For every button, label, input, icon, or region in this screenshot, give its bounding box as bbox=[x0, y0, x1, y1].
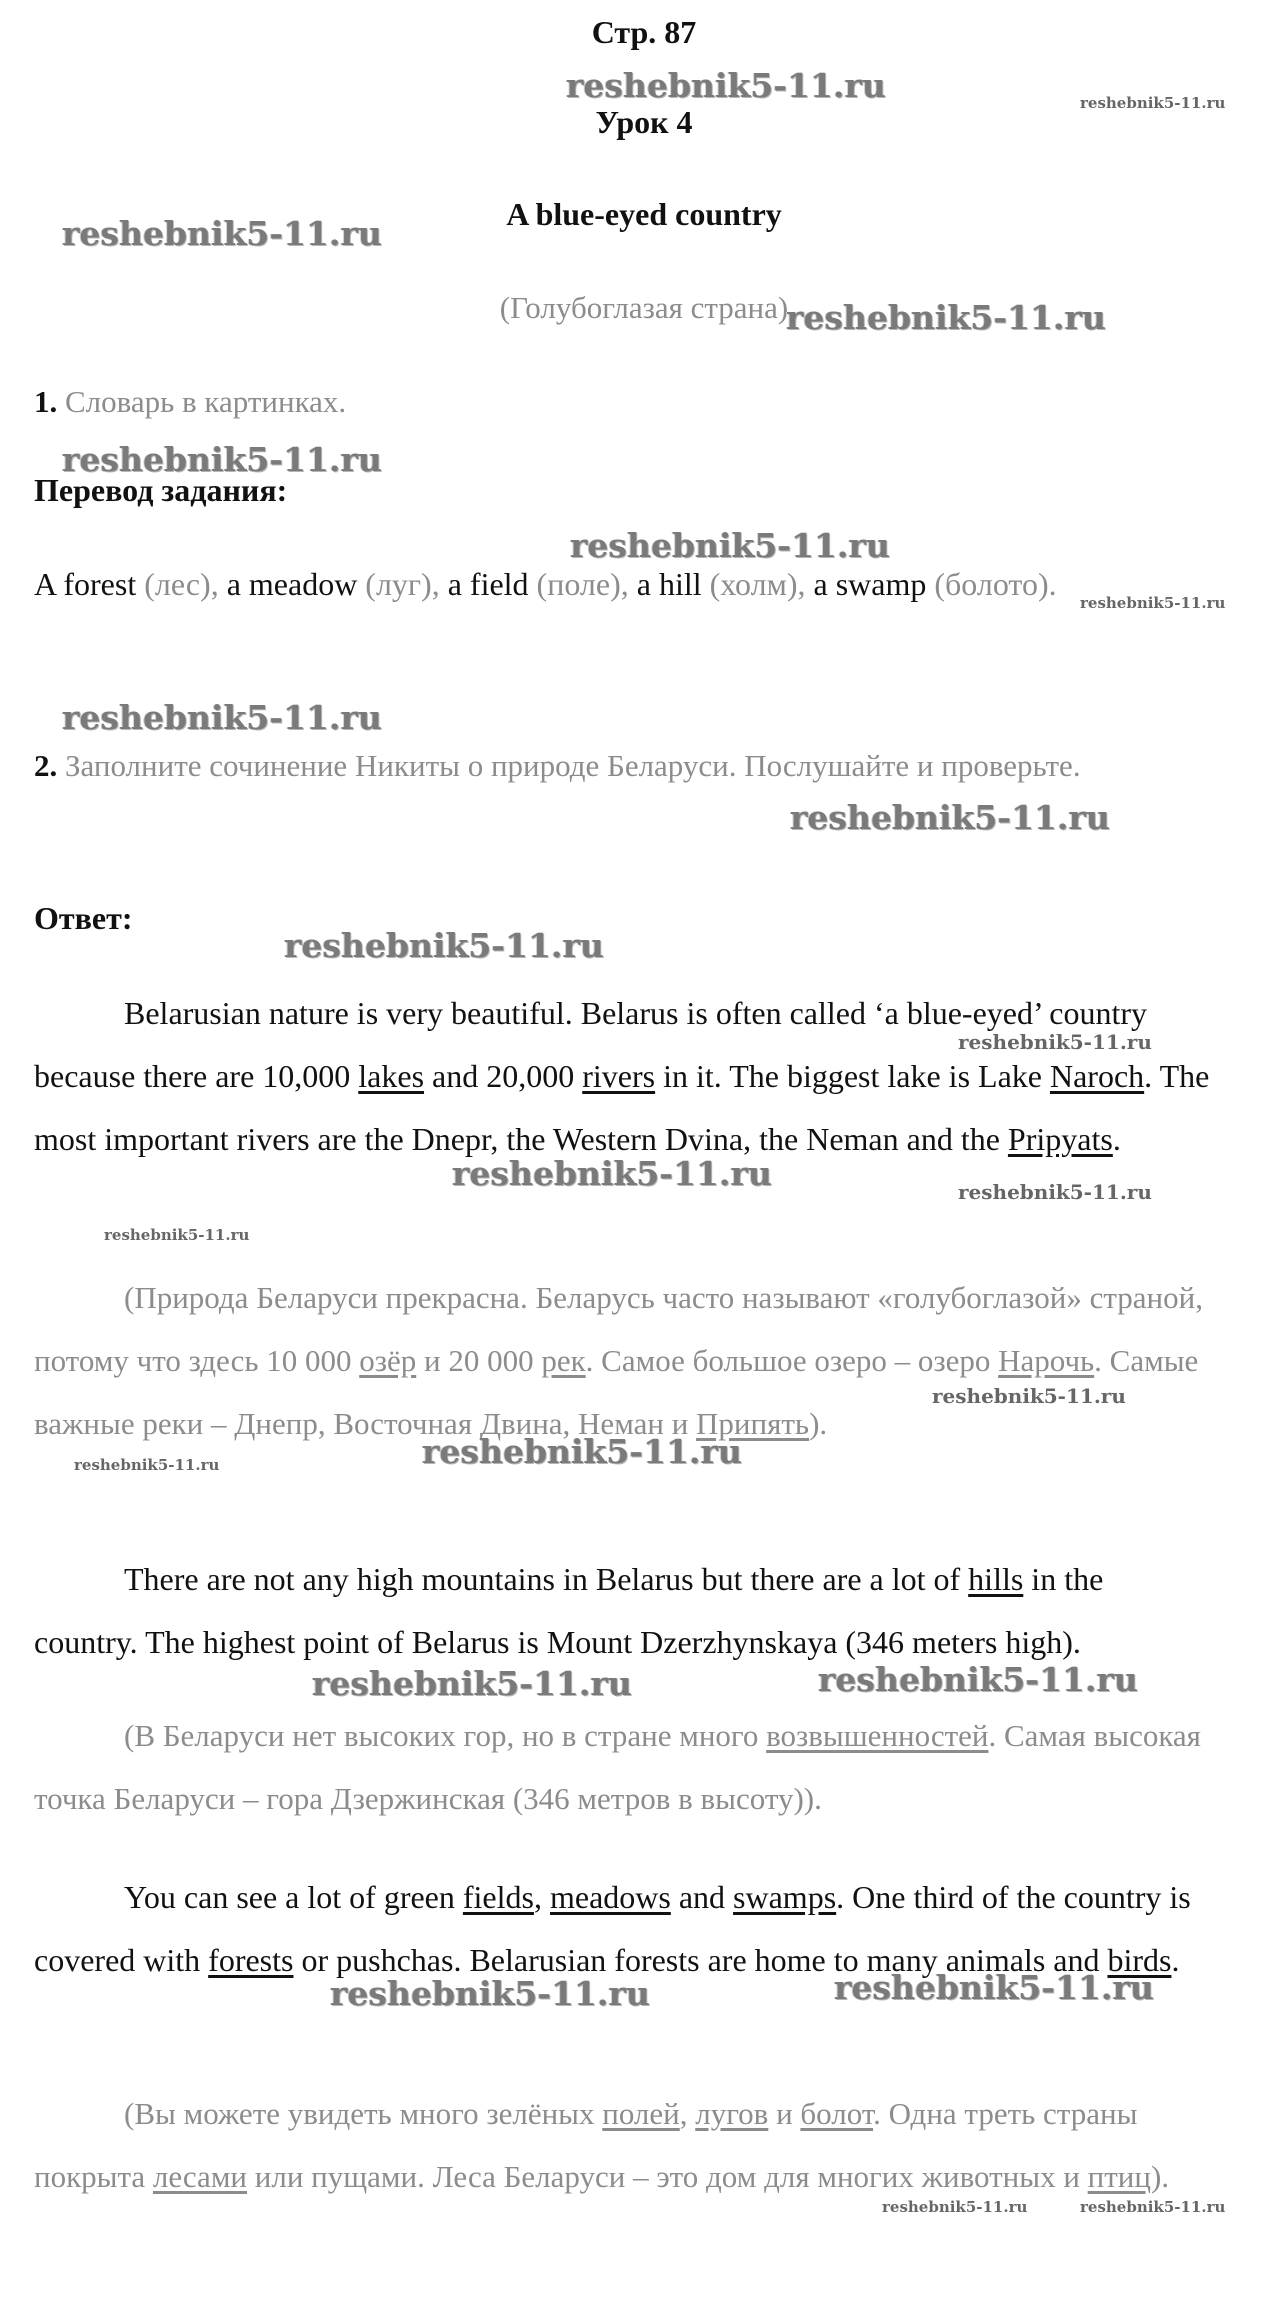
watermark: reshebnik5-11.ru bbox=[452, 1154, 772, 1193]
word-separator: , bbox=[210, 566, 219, 602]
underlined-word: озёр bbox=[359, 1343, 417, 1378]
word-ru: (луг) bbox=[365, 566, 432, 602]
word-ru: (поле) bbox=[536, 566, 621, 602]
underlined-word: fields bbox=[462, 1879, 534, 1915]
word-separator: , bbox=[620, 566, 629, 602]
word-ru: (лес) bbox=[144, 566, 211, 602]
underlined-word: возвышенностей bbox=[766, 1718, 989, 1753]
text-run: in the country. The highest point of Belarus is Mount Dzerzhynskaya (346 meters high). bbox=[34, 1561, 1104, 1660]
watermark: reshebnik5-11.ru bbox=[1080, 94, 1226, 112]
text-run: (Природа Беларуси прекрасна. Беларусь часто называют «голубоглазой» страной, потому что здесь 10 000 bbox=[34, 1280, 1203, 1378]
word-en: A forest bbox=[34, 566, 137, 602]
watermark: reshebnik5-11.ru bbox=[958, 1030, 1152, 1054]
underlined-word: hills bbox=[968, 1561, 1024, 1597]
task-1-translation-heading: Перевод задания: bbox=[34, 472, 288, 508]
text-run: (В Беларуси нет высоких гор, но в стране много bbox=[124, 1718, 767, 1753]
text-run: and bbox=[670, 1879, 734, 1915]
task-1 bbox=[34, 370, 1194, 434]
word-separator: . bbox=[1048, 566, 1057, 602]
watermark: reshebnik5-11.ru bbox=[958, 1180, 1152, 1204]
word-en: a field bbox=[447, 566, 529, 602]
watermark: reshebnik5-11.ru bbox=[104, 1226, 250, 1244]
text-run: There are not any high mountains in Belarus but there are a lot of bbox=[124, 1561, 969, 1597]
underlined-word: лугов bbox=[695, 2096, 769, 2131]
task-1-number: 1. bbox=[34, 384, 58, 419]
watermark: reshebnik5-11.ru bbox=[566, 66, 886, 105]
word-ru: (болото) bbox=[934, 566, 1049, 602]
text-run: You can see a lot of green bbox=[124, 1879, 463, 1915]
watermark: reshebnik5-11.ru bbox=[834, 1968, 1154, 2007]
underlined-word: Pripyats bbox=[1007, 1121, 1113, 1157]
text-run: ). bbox=[809, 1406, 828, 1441]
text-run: . Одна треть страны покрыта bbox=[34, 2096, 1138, 2194]
word-separator: , bbox=[431, 566, 440, 602]
text-run: in it. The biggest lake is Lake bbox=[655, 1058, 1050, 1094]
text-run: , bbox=[679, 2096, 696, 2131]
watermark: reshebnik5-11.ru bbox=[882, 2198, 1028, 2216]
word-separator: , bbox=[797, 566, 806, 602]
text-run: . The most important rivers are the Dnepr, the Western Dvina, the Neman and the bbox=[34, 1058, 1210, 1157]
paragraph-2-english bbox=[34, 1548, 1214, 1674]
watermark: reshebnik5-11.ru bbox=[62, 698, 382, 737]
watermark: reshebnik5-11.ru bbox=[1080, 594, 1226, 612]
text-run: . Самые важные реки – Днепр, Восточная Двина, Неман и bbox=[34, 1343, 1199, 1441]
text-run: . One third of the country is covered with bbox=[34, 1879, 1191, 1978]
task-2-text: Заполните сочинение Никиты о природе Беларуси. Послушайте и проверьте. bbox=[65, 748, 1081, 783]
underlined-word: лесами bbox=[152, 2159, 248, 2194]
watermark: reshebnik5-11.ru bbox=[1080, 2198, 1226, 2216]
watermark: reshebnik5-11.ru bbox=[818, 1660, 1138, 1699]
task-1-text: Словарь в картинках. bbox=[65, 384, 347, 419]
underlined-word: птиц bbox=[1087, 2159, 1151, 2194]
text-run: или пущами. Леса Беларуси – это дом для многих животных и bbox=[247, 2159, 1088, 2194]
text-run: Belarusian nature is very beautiful. Belarus is often called ‘a blue-eyed’ country because there are 10,000 bbox=[34, 995, 1148, 1094]
watermark: reshebnik5-11.ru bbox=[284, 926, 604, 965]
text-run: . Самая высокая точка Беларуси – гора Дзержинская (346 метров в высоту)). bbox=[34, 1718, 1201, 1816]
watermark: reshebnik5-11.ru bbox=[312, 1664, 632, 1703]
watermark: reshebnik5-11.ru bbox=[422, 1432, 742, 1471]
underlined-word: lakes bbox=[358, 1058, 425, 1094]
word-en: a meadow bbox=[226, 566, 358, 602]
text-run: , bbox=[533, 1879, 550, 1915]
text-run: и bbox=[768, 2096, 801, 2131]
underlined-word: forests bbox=[208, 1942, 294, 1978]
text-run: . bbox=[1112, 1121, 1121, 1157]
text-run: or pushchas. Belarusian forests are home to many animals and bbox=[293, 1942, 1108, 1978]
watermark: reshebnik5-11.ru bbox=[330, 1974, 650, 2013]
underlined-word: полей bbox=[602, 2096, 680, 2131]
underlined-word: Naroch bbox=[1049, 1058, 1145, 1094]
paragraph-2-russian bbox=[34, 1704, 1214, 1830]
underlined-word: рек bbox=[541, 1343, 586, 1378]
lesson-label: Урок 4 bbox=[595, 104, 693, 140]
text-run: (Вы можете увидеть много зелёных bbox=[124, 2096, 603, 2131]
page-reference: Стр. 87 bbox=[591, 14, 697, 50]
word-en: a swamp bbox=[813, 566, 927, 602]
paragraph-1-russian bbox=[34, 1266, 1214, 1455]
paragraph-1-english bbox=[34, 982, 1214, 1171]
watermark: reshebnik5-11.ru bbox=[932, 1384, 1126, 1408]
word-ru: (холм) bbox=[709, 566, 798, 602]
task-2 bbox=[34, 734, 1114, 798]
watermark: reshebnik5-11.ru bbox=[790, 798, 1110, 837]
lesson-title: A blue-eyed country bbox=[506, 196, 782, 232]
answer-heading: Ответ: bbox=[34, 900, 133, 936]
underlined-word: болот bbox=[800, 2096, 874, 2131]
watermark: reshebnik5-11.ru bbox=[570, 526, 890, 565]
paragraph-3-russian bbox=[34, 2082, 1214, 2208]
watermark: reshebnik5-11.ru bbox=[62, 214, 382, 253]
underlined-word: meadows bbox=[549, 1879, 671, 1915]
text-run: и 20 000 bbox=[416, 1343, 542, 1378]
text-run: . bbox=[1171, 1942, 1180, 1978]
text-run: ). bbox=[1151, 2159, 1170, 2194]
watermark: reshebnik5-11.ru bbox=[786, 298, 1106, 337]
watermark: reshebnik5-11.ru bbox=[74, 1456, 220, 1474]
underlined-word: swamps bbox=[733, 1879, 837, 1915]
text-run: . Самое большое озеро – озеро bbox=[585, 1343, 999, 1378]
underlined-word: birds bbox=[1107, 1942, 1172, 1978]
underlined-word: Нарочь bbox=[998, 1343, 1095, 1378]
task-2-number: 2. bbox=[34, 748, 58, 783]
watermark: reshebnik5-11.ru bbox=[62, 440, 382, 479]
lesson-title-translation: (Голубоглазая страна) bbox=[499, 290, 789, 325]
text-run: and 20,000 bbox=[424, 1058, 583, 1094]
word-en: a hill bbox=[636, 566, 702, 602]
underlined-word: Припять bbox=[696, 1406, 810, 1441]
underlined-word: rivers bbox=[582, 1058, 656, 1094]
